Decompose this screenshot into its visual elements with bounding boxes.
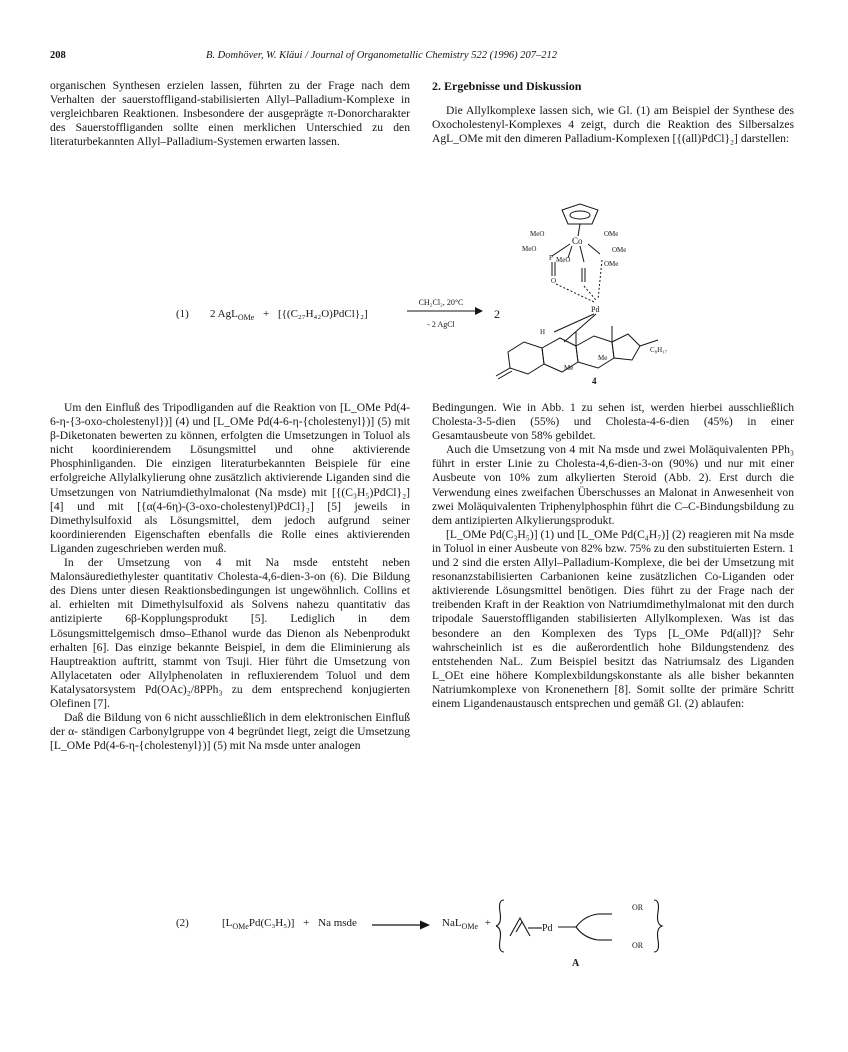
section-heading: 2. Ergebnisse und Diskussion (432, 79, 582, 93)
running-title: B. Domhöver, W. Kläui / Journal of Organometallic Chemistry 522 (1996) 207–212 (206, 50, 557, 61)
paragraph: [L_OMe Pd(C₃H₅)] (1) und [L_OMe Pd(C₄H₇)] (2) reagieren mit Na msde in Toluol in einer Ausbeute von 82% bzw. 75% zu den substituierten Estern. 1 und 2 sind die ersten Allyl–Palladium-Komplexe, die bei der Umsetzung mit resonanzstabilisierten Carbanionen keine zusätzlichen Co-Liganden oder aktivierende Lösungsmittel benötigen. Dies führt zu der Frage nach der treibenden Kraft in der Reaktion von Natriumdimethylmalonat mit den durch tripodale Sauerstoffliganden stabilisierten Allylkomplexen. Was ist das besondere an den Komplexen des Typs [L_OMe Pd(all)]? Sehr wahrscheinlich ist es die außerordentlich hohe Bildungstendenz des entstehenden NaL. Zum Beispiel besitzt das Natriumsalz des Liganden L_OEt eine höhere Komplexbildungskonstante als alle bisher bekannten Natriumkomplexe von Kronenethern [8]. Somit sollte der primäre Schritt einem Ligandenaustausch entsprechen und gemäß Gl. (2) ablaufen: (432, 527, 794, 710)
equation-1-lhs (210, 308, 368, 322)
equation-2-product (442, 917, 491, 931)
left-top-text (50, 79, 410, 149)
label-co: Co (572, 236, 583, 246)
equation-2-number: (2) (176, 917, 189, 929)
product: NaL (442, 917, 462, 929)
compound-label-a: A (572, 958, 580, 969)
right-top-text (432, 79, 794, 146)
label-me-2: Me (564, 364, 574, 372)
label-ome-c: OMe (604, 230, 619, 238)
paragraph: In der Umsetzung von 4 mit Na msde entsteht neben Malonsäurediethylester quantitativ Cholesta-4,6-dien-3-on (6). Die Bildung des Diens unter diesen Reaktionsbedingungen ist ungewöhnlich. Collins et al. erhielten mit Dimethylsulfoxid als Solvens nahezu quantitativ das antizipierte 6β-Kopplungsprodukt [5]. Lediglich in dem Lösungsmittelgemisch dmso–Ethanol wurde das Dienon als Nebenprodukt erhalten [6]. Das einzige bekannte Beispiel, in dem die Eliminierung als Hauptreaktion auftritt, stammt von Tsuji. Hier führt die Umsetzung von Allylacetaten oder Allylphenolaten in refluxierendem Toluol und dem Katalysatorsystem Pd(OAc)₂/8PPh₃ zu dem entsprechend konjugierten Olefinen [7]. (50, 556, 410, 710)
arrow-top-label: CH₂Cl₂, 20°C (418, 298, 464, 307)
reactant-sub: OMe (232, 922, 249, 932)
ring-c (576, 336, 614, 368)
reactant-rest: Pd(C₃H₅)] (248, 917, 295, 929)
label-c8h17: C₈H₁₇ (650, 346, 668, 354)
label-pd-a: Pd (542, 923, 553, 934)
product-sub: OMe (461, 922, 478, 932)
plus-1: + (303, 917, 310, 929)
label-compound-4: 4 (592, 376, 597, 386)
equation-1-number: (1) (176, 308, 189, 320)
reagent: Na msde (318, 917, 357, 929)
complex-a-drawing (496, 896, 664, 958)
structure-4-drawing (472, 196, 672, 396)
reactant: [L (222, 917, 233, 929)
equation-2-reactant (222, 917, 357, 931)
right-main-text (432, 401, 794, 711)
left-main-text (50, 401, 410, 753)
lhs-sub: OMe (237, 313, 255, 323)
label-pd: Pd (591, 305, 600, 314)
label-o: O (551, 277, 557, 285)
label-ome-d: OMe (612, 246, 627, 254)
arrow-bottom-label: - 2 AgCl (427, 320, 455, 329)
ring-a (508, 342, 544, 374)
label-or-2: OR (632, 941, 644, 950)
label-meo-a: MeO (530, 230, 545, 238)
label-p: P (549, 254, 553, 262)
cp-ring (562, 204, 598, 224)
paragraph: organischen Synthesen erzielen lassen, führten zu der Frage nach dem Verhalten der sauerstoffligand-stabilisierten Allyl–Palladium-Komplexe in vergleichbaren Reaktionen. Insbesondere der ausgeprägte π-Donorcharakter des Sauerstoffliganden sollte einen merklichen Unterschied zu den literaturbekannten Allyl–Palladium-Systemen erwarten lassen. (50, 79, 410, 149)
label-ome-f: OMe (604, 260, 619, 268)
paragraph: Bedingungen. Wie in Abb. 1 zu sehen ist, werden hierbei ausschließlich Cholesta-3-5-dien (55%) und Cholesta-4-6-dien (45%) in einer Gesamtausbeute von 58% gebildet. (432, 401, 794, 443)
label-or-1: OR (632, 903, 644, 912)
product-number: 2 (494, 307, 500, 321)
label-meo-b: MeO (522, 245, 537, 253)
paragraph: Auch die Umsetzung von 4 mit Na msde und zwei Moläquivalenten PPh₃ führt in erster Linie zu Cholesta-4,6-dien-3-on (90%) und nur mit einer Ausbeute von 10% zum alkylierten Steroid (Abb. 2). Erst durch die Verwendung eines zweifachen Überschusses an Malonat in Anwesenheit von zwei Moläquivalenten Triphenylphosphin führt die C–C-Bindungsbildung zu dem antizipierten Alkylierungsprodukt. (432, 443, 794, 527)
plus-2: + (484, 917, 491, 929)
page-number: 208 (50, 50, 66, 61)
reagent: [{(C₂₇H₄₂O)PdCl}₂] (277, 308, 368, 320)
label-me-1: Me (598, 354, 608, 362)
paragraph: Die Allylkomplexe lassen sich, wie Gl. (1) am Beispiel der Synthese des Oxocholestenyl-Komplexes 4 zeigt, durch die Reaktion des Silbersalzes AgL_OMe mit den dimeren Palladium-Komplexen [{(all)PdCl}₂] darstellen: (432, 104, 794, 146)
paragraph: Daß die Bildung von 6 nicht ausschließlich in dem elektronischen Einfluß der α- ständigen Carbonylgruppe von 4 begründet liegt, zeigt die Umsetzung [L_OMe Pd(4-6-η-{cholestenyl})] (5) mit Na msde unter analogen (50, 711, 410, 753)
reaction-arrow-2 (370, 919, 432, 931)
label-meo-e: MeO (556, 256, 571, 264)
lhs-text: 2 AgL (210, 308, 238, 320)
paragraph: Um den Einfluß des Tripodliganden auf die Reaktion von [L_OMe Pd(4-6-η-{3-oxo-cholestenyl})] (4) und [L_OMe Pd(4-6-η-{cholestenyl})] (5) mit β-Diketonaten bewerten zu können, erfolgten die Umsetzungen in Toluol als nicht koordinierendem Lösungsmittel und ohne aktivierende Phosphinliganden. Die einzigen literaturbekannten Beispiele für eine erfolgreiche Allylalkylierung ohne zusätzlich aktivierende Liganden sind die Umsetzungen von Natriumdiethylmalonat (Na msde) mit [{(C₃H₅)PdCl}₂] [4] und mit [{α(4-6η)-(3-oxo-cholestenyl)PdCl}₂] [5] jeweils in Dimethylsulfoxid als Lösungsmittel, dem jedoch aufgrund seiner koordinierenden Eigenschaften ebenfalls die Rolle eines aktivierenden Liganden zugeschrieben werden muß. (50, 401, 410, 555)
label-h: H (540, 328, 546, 336)
ring-d (612, 334, 640, 360)
plus: + (263, 308, 270, 320)
